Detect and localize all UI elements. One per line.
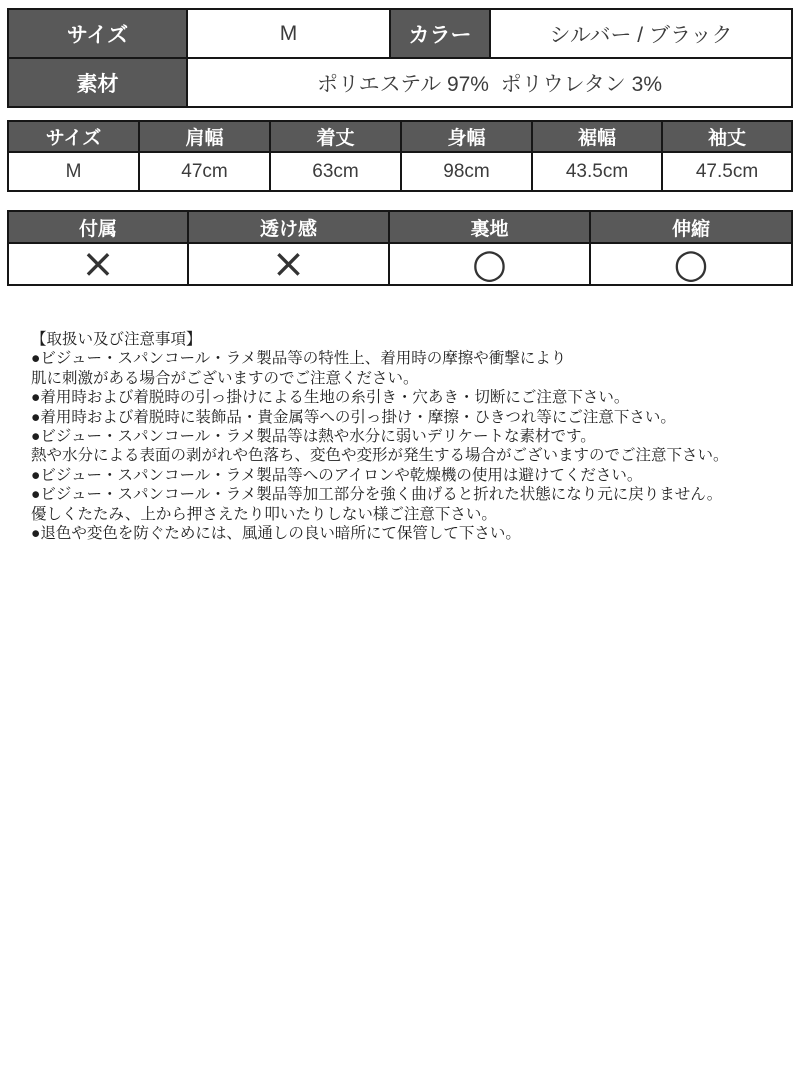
features-header-lining: 裏地 (389, 211, 590, 243)
measurements-value-hem: 43.5cm (532, 152, 662, 191)
care-note-line: ●ビジュー・スパンコール・ラメ製品等は熱や水分に弱いデリケートな素材です。 (31, 428, 596, 446)
features-header-row (8, 211, 792, 243)
features-header-accessories: 付属 (8, 211, 188, 243)
color-value: シルバー / ブラック (490, 9, 792, 58)
care-note-line: ●退色や変色を防ぐためには、風通しの良い暗所にて保管して下さい。 (31, 525, 521, 543)
size-value: M (187, 9, 390, 58)
care-note-line: 肌に刺激がある場合がございますのでご注意ください。 (31, 369, 419, 387)
material-label: 素材 (8, 58, 187, 107)
color-label: カラー (390, 9, 490, 58)
care-note-line: ●着用時および着脱時の引っ掛けによる生地の糸引き・穴あき・切断にご注意下さい。 (31, 389, 630, 407)
care-note-line: ●ビジュー・スパンコール・ラメ製品等の特性上、着用時の摩擦や衝撃により (31, 350, 567, 368)
spec-row-material (8, 58, 792, 107)
measurements-value-row (8, 152, 792, 191)
features-header-stretch: 伸縮 (590, 211, 792, 243)
features-header-sheerness: 透け感 (188, 211, 389, 243)
features-table (7, 210, 793, 286)
care-note-line: ●着用時および着脱時に装飾品・貴金属等への引っ掛け・摩擦・ひきつれ等にご注意下さい。 (31, 408, 676, 426)
features-value-stretch-circle-icon: ○ (590, 243, 792, 285)
measurements-header-sleeve: 袖丈 (662, 121, 792, 152)
measurements-table (7, 120, 793, 192)
spec-row-size-color (8, 9, 792, 58)
features-value-accessories-cross-icon: × (8, 243, 188, 285)
care-note-line: ●ビジュー・スパンコール・ラメ製品等加工部分を強く曲げると折れた状態になり元に戻りません。 (31, 486, 723, 504)
measurements-header-shoulder: 肩幅 (139, 121, 270, 152)
care-notes (31, 330, 791, 543)
care-note-line: 熱や水分による表面の剥がれや色落ち、変色や変形が発生する場合がございますのでご注意下さい。 (31, 447, 729, 465)
measurements-value-body-width: 98cm (401, 152, 532, 191)
features-value-row (8, 243, 792, 285)
measurements-header-row (8, 121, 792, 152)
measurements-value-sleeve: 47.5cm (662, 152, 792, 191)
size-label: サイズ (8, 9, 187, 58)
care-note-line: 優しくたたみ、上から押さえたり叩いたりしない様ご注意下さい。 (31, 505, 497, 523)
features-value-sheerness-cross-icon: × (188, 243, 389, 285)
care-notes-title: 【取扱い及び注意事項】 (31, 331, 202, 348)
spec-table (7, 8, 793, 108)
features-value-lining-circle-icon: ○ (389, 243, 590, 285)
measurements-header-length: 着丈 (270, 121, 401, 152)
measurements-header-hem: 裾幅 (532, 121, 662, 152)
measurements-value-length: 63cm (270, 152, 401, 191)
care-note-line: ●ビジュー・スパンコール・ラメ製品等へのアイロンや乾燥機の使用は避けてください。 (31, 466, 643, 484)
measurements-header-body-width: 身幅 (401, 121, 532, 152)
measurements-value-size: M (8, 152, 139, 191)
measurements-value-shoulder: 47cm (139, 152, 270, 191)
material-value: ポリエステル 97% ポリウレタン 3% (187, 58, 792, 107)
measurements-header-size: サイズ (8, 121, 139, 152)
